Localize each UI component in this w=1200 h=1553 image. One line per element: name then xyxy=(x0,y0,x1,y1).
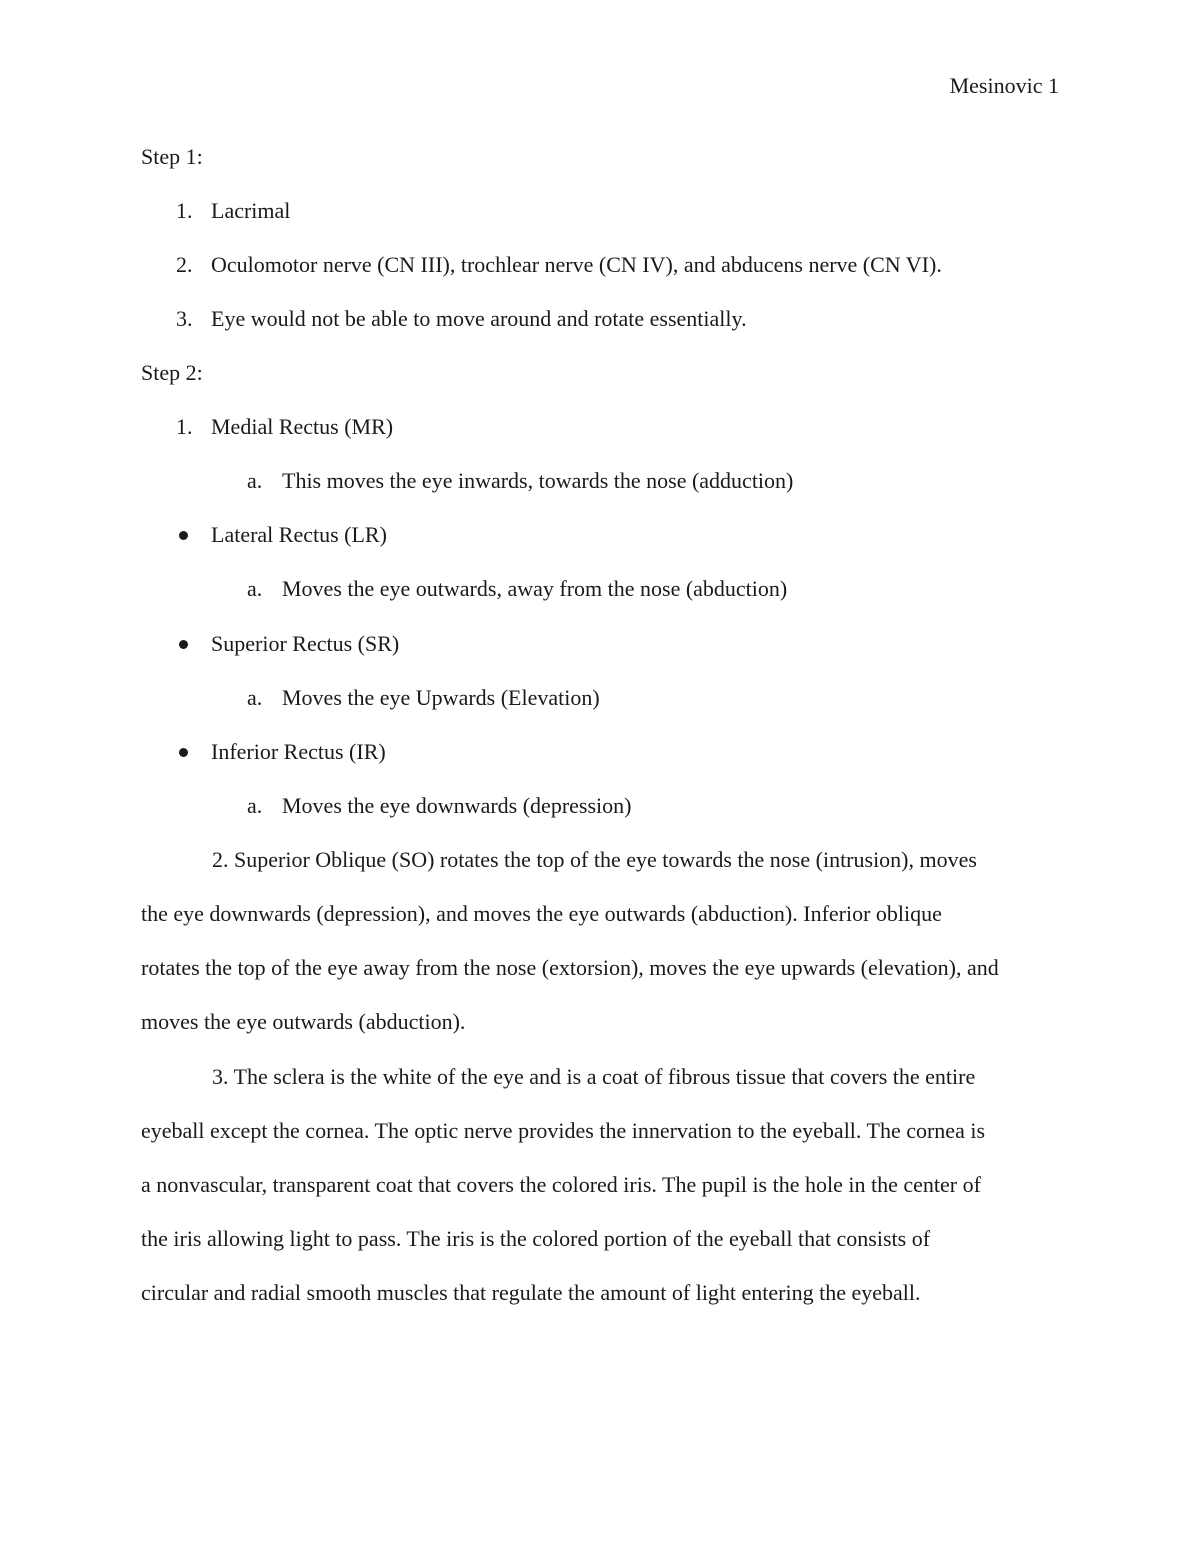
step2-item-1-sub-text: This moves the eye inwards, towards the nose (adduction) xyxy=(282,468,794,493)
step1-item-1-text: Lacrimal xyxy=(211,198,291,223)
step1-heading: Step 1: xyxy=(141,144,203,169)
paragraph-3-line: 3. The sclera is the white of the eye and is a coat of fibrous tissue that covers the entire xyxy=(212,1064,976,1089)
step2-item-2-sub-marker: a. xyxy=(247,576,263,601)
paragraph-3-line: eyeball except the cornea. The optic nerve provides the innervation to the eyeball. The cornea is xyxy=(141,1118,986,1143)
step1-item-2-text: Oculomotor nerve (CN III), trochlear nerve (CN IV), and abducens nerve (CN VI). xyxy=(211,252,942,277)
paragraph-3-line: a nonvascular, transparent coat that covers the colored iris. The pupil is the hole in the center of xyxy=(141,1172,981,1197)
step1-item-2-marker: 2. xyxy=(176,252,193,277)
paragraph-2-line: 2. Superior Oblique (SO) rotates the top of the eye towards the nose (intrusion), moves xyxy=(212,847,977,872)
step2-item-3-text: Superior Rectus (SR) xyxy=(211,631,400,656)
step2-item-2-bullet xyxy=(179,531,188,540)
step2-item-3-sub-text: Moves the eye Upwards (Elevation) xyxy=(282,685,600,710)
step2-item-3-sub-marker: a. xyxy=(247,685,263,710)
paragraph-2-line: the eye downwards (depression), and moves the eye outwards (abduction). Inferior oblique xyxy=(141,901,942,926)
step2-item-3-bullet xyxy=(179,640,188,649)
paragraph-2-line: rotates the top of the eye away from the nose (extorsion), moves the eye upwards (elevation), and xyxy=(141,955,999,980)
step2-item-1-marker: 1. xyxy=(176,414,193,439)
step2-item-4-text: Inferior Rectus (IR) xyxy=(211,739,386,764)
step2-item-2-sub-text: Moves the eye outwards, away from the nose (abduction) xyxy=(282,576,788,601)
step1-item-1-marker: 1. xyxy=(176,198,193,223)
step2-item-4-sub-marker: a. xyxy=(247,793,263,818)
step2-item-1-sub-marker: a. xyxy=(247,468,263,493)
step2-item-4-bullet xyxy=(179,748,188,757)
step2-item-1-text: Medial Rectus (MR) xyxy=(211,414,394,439)
paragraph-3-line: the iris allowing light to pass. The iris is the colored portion of the eyeball that consists of xyxy=(141,1226,931,1251)
step1-item-3-marker: 3. xyxy=(176,306,193,331)
paragraph-3-line: circular and radial smooth muscles that regulate the amount of light entering the eyeball. xyxy=(141,1280,921,1305)
step2-item-2-text: Lateral Rectus (LR) xyxy=(211,522,387,547)
paragraph-2-line: moves the eye outwards (abduction). xyxy=(141,1009,466,1034)
step1-item-3-text: Eye would not be able to move around and rotate essentially. xyxy=(211,306,747,331)
running-head: Mesinovic 1 xyxy=(949,73,1059,98)
step2-heading: Step 2: xyxy=(141,360,203,385)
step2-item-4-sub-text: Moves the eye downwards (depression) xyxy=(282,793,632,818)
